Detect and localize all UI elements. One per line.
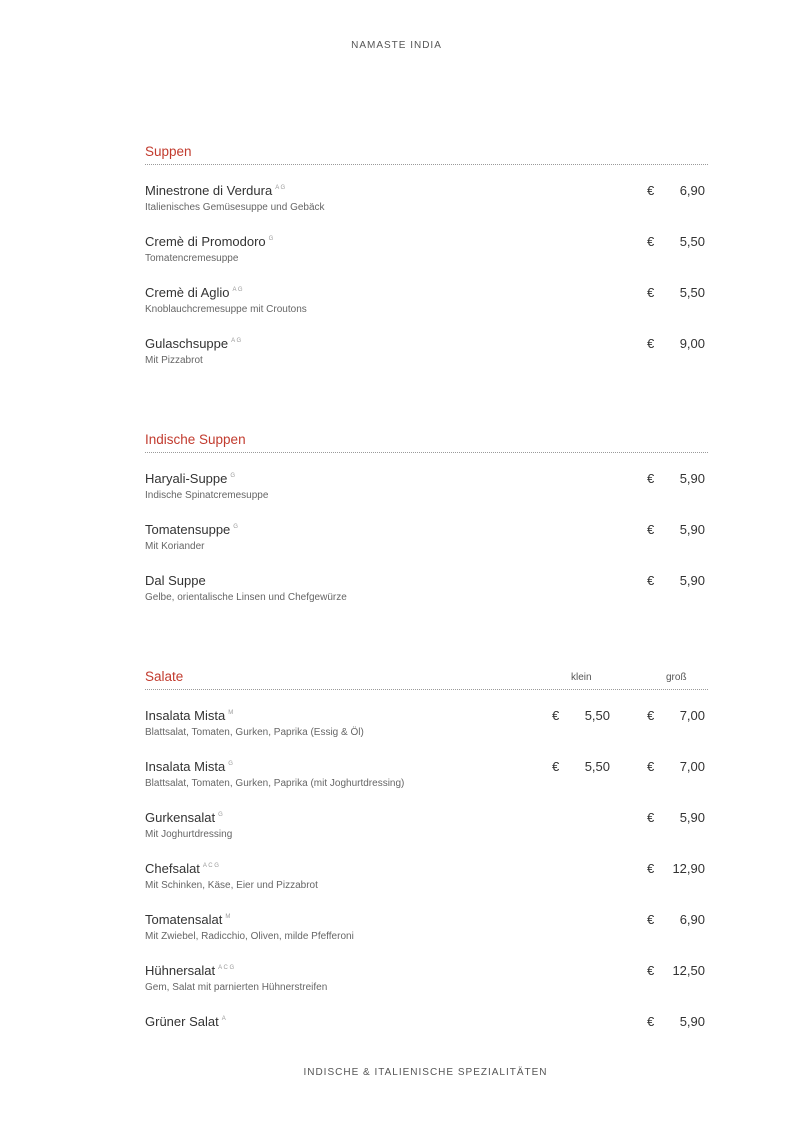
item-price: 5,50 [679,285,705,300]
allergen-codes: M [225,914,231,920]
item-name: Insalata Mista $^M$ [145,708,234,723]
section-title: Indische Suppen [145,432,246,447]
menu-item [145,471,708,511]
section-suppen [145,144,708,384]
item-price: 6,90 [679,183,705,198]
currency-symbol: € [647,810,655,825]
item-name: Tomatensalat $^M$ [145,912,231,927]
item-name: Gurkensalat $^G$ [145,810,223,825]
item-name: Minestrone di Verdura $^{A G}$ [145,183,286,198]
section-indische-suppen [145,432,708,622]
item-description: Gem, Salat mit parnierten Hühnerstreifen [145,982,328,993]
allergen-codes: A C G [202,863,219,869]
menu-item [145,1014,708,1054]
allergen-codes: A G [275,185,286,191]
item-price: 12,90 [672,861,705,876]
section-title: Suppen [145,144,192,159]
allergen-codes: M [228,710,234,716]
currency-symbol: € [647,912,655,927]
footer-tagline: INDISCHE & ITALIENISCHE SPEZIALITÄTEN [303,1067,548,1078]
item-name: Tomatensuppe $^G$ [145,522,238,537]
item-price: 5,50 [679,234,705,249]
allergen-codes: G [218,812,223,818]
section-title: Salate [145,669,184,684]
item-name: Cremè di Aglio $^{A G}$ [145,285,243,300]
allergen-codes: A C G [218,965,235,971]
allergen-codes: A G [231,338,242,344]
item-description: Mit Pizzabrot [145,355,203,366]
currency-symbol: € [647,759,655,774]
item-name: Insalata Mista $^G$ [145,759,233,774]
item-price: 5,90 [679,471,705,486]
item-price-small: 5,50 [584,708,610,723]
currency-symbol: € [647,708,655,723]
currency-symbol: € [647,573,655,588]
dotted-divider [145,452,708,453]
currency-symbol: € [647,471,655,486]
item-description: Mit Schinken, Käse, Eier und Pizzabrot [145,880,318,891]
section-salate [145,669,708,1049]
currency-symbol-small: € [552,759,560,774]
allergen-codes: G [228,761,233,767]
item-price-small: 5,50 [584,759,610,774]
restaurant-name: NAMASTE INDIA [351,40,442,51]
item-price: 5,90 [679,573,705,588]
menu-item [145,708,708,748]
item-price: 7,00 [679,708,705,723]
item-description: Mit Koriander [145,541,205,552]
menu-item [145,522,708,562]
item-price: 7,00 [679,759,705,774]
currency-symbol: € [647,285,655,300]
item-description: Gelbe, orientalische Linsen und Chefgewürze [145,592,347,603]
currency-symbol: € [647,336,655,351]
item-price: 5,90 [679,810,705,825]
item-name: Grüner Salat $^A$ [145,1014,226,1029]
item-description: Indische Spinatcremesuppe [145,490,269,501]
currency-symbol: € [647,522,655,537]
item-name: Gulaschsuppe $^{A G}$ [145,336,242,351]
item-price: 5,90 [679,1014,705,1029]
item-description: Italienisches Gemüsesuppe und Gebäck [145,202,325,213]
currency-symbol: € [647,234,655,249]
item-name: Chefsalat $^{A C G}$ [145,861,219,876]
menu-item [145,336,708,376]
menu-item [145,810,708,850]
item-description: Mit Zwiebel, Radicchio, Oliven, milde Pfefferoni [145,931,354,942]
allergen-codes: A [221,1016,226,1022]
column-label-large: groß [666,672,687,683]
menu-item [145,234,708,274]
currency-symbol-small: € [552,708,560,723]
column-label-small: klein [571,672,592,683]
item-price: 5,90 [679,522,705,537]
currency-symbol: € [647,1014,655,1029]
item-price: 6,90 [679,912,705,927]
allergen-codes: G [233,524,238,530]
dotted-divider [145,689,708,690]
item-name: Hühnersalat $^{A C G}$ [145,963,235,978]
menu-item [145,861,708,901]
currency-symbol: € [647,861,655,876]
menu-item [145,285,708,325]
menu-item [145,963,708,1003]
menu-item [145,573,708,613]
menu-item [145,912,708,952]
item-description: Blattsalat, Tomaten, Gurken, Paprika (Essig & Öl) [145,727,364,738]
allergen-codes: A G [232,287,243,293]
dotted-divider [145,164,708,165]
item-name: Cremè di Promodoro $^G$ [145,234,274,249]
menu-item [145,183,708,223]
currency-symbol: € [647,963,655,978]
currency-symbol: € [647,183,655,198]
item-description: Tomatencremesuppe [145,253,239,264]
item-price: 12,50 [672,963,705,978]
item-name: Haryali-Suppe $^G$ [145,471,236,486]
item-price: 9,00 [679,336,705,351]
menu-item [145,759,708,799]
item-description: Knoblauchcremesuppe mit Croutons [145,304,307,315]
item-name: Dal Suppe [145,573,206,588]
allergen-codes: G [268,236,274,242]
allergen-codes: G [230,473,236,479]
item-description: Mit Joghurtdressing [145,829,233,840]
item-description: Blattsalat, Tomaten, Gurken, Paprika (mit Joghurtdressing) [145,778,405,789]
